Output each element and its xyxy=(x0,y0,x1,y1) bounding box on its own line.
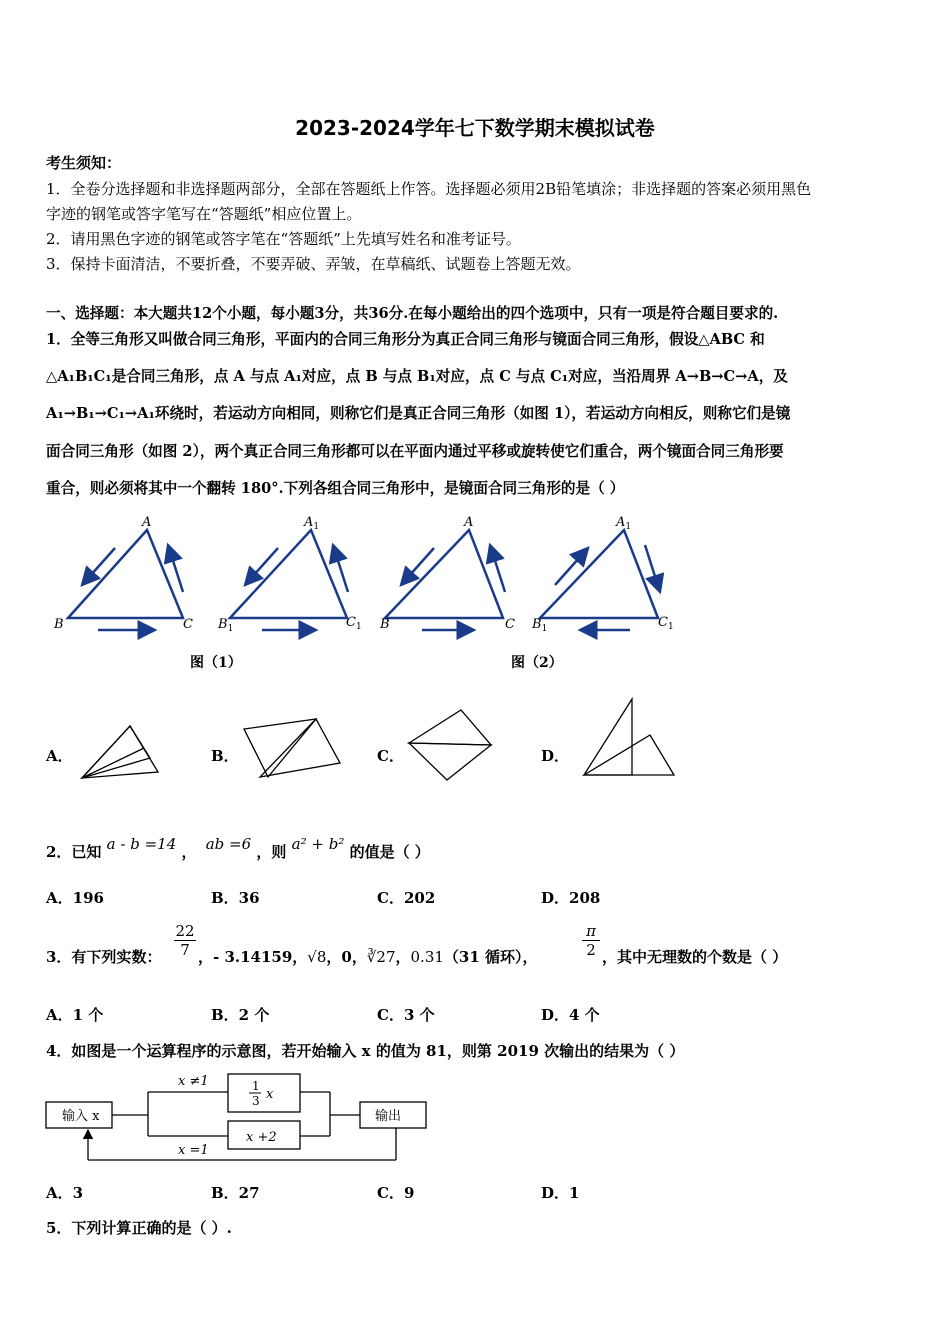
q4-text: 4．如图是一个运算程序的示意图，若开始输入 x 的值为 81，则第 2019 次输出的结果为（ ） xyxy=(46,1042,685,1060)
label-b1: $B_1$ xyxy=(218,617,234,634)
section-heading: 一、选择题：本大题共12个小题，每小题3分，共36分.在每小题给出的四个选项中，只有一项是符合题目要求的. xyxy=(46,305,779,322)
q5-text: 5．下列计算正确的是（ ）. xyxy=(46,1219,232,1237)
q1-text: 1．全等三角形又叫做合同三角形，平面内的合同三角形分为真正合同三角形与镜面合同三角形，假设△ABC 和 xyxy=(46,331,765,348)
q1-text: △A₁B₁C₁是合同三角形，点 A 与点 A₁对应，点 B 与点 B₁对应，点 C 与点 C₁对应，当沿周界 A→B→C→A，及 xyxy=(46,368,788,385)
triangle-a1b1c1-1 xyxy=(230,530,347,618)
q2-option-d[interactable]: D．208 xyxy=(541,889,601,907)
notice-item: 1．全卷分选择题和非选择题两部分，全部在答题纸上作答。选择题必须用2B铅笔填涂；非选择题的答案必须用黑色 xyxy=(46,180,812,198)
input-label: 输入 x xyxy=(62,1109,100,1124)
q3-option-a[interactable]: A．1 个 xyxy=(46,1006,104,1024)
label-c: C xyxy=(505,617,515,632)
op-top-num: 1 xyxy=(252,1079,260,1093)
label-a: A xyxy=(142,515,152,530)
q3-option-b[interactable]: B．2 个 xyxy=(211,1006,270,1024)
q2-option-a[interactable]: A．196 xyxy=(46,889,104,907)
flowchart xyxy=(40,1068,440,1166)
cond-top: x ≠1 xyxy=(178,1074,209,1089)
notice-item: 字迹的钢笔或答字笔写在“答题纸”相应位置上。 xyxy=(46,205,362,223)
label-a: A xyxy=(464,515,474,530)
q1-option-a[interactable]: A． xyxy=(46,747,73,765)
output-label: 输出 xyxy=(375,1109,402,1124)
label-c: C xyxy=(183,617,193,632)
q1-option-b[interactable]: B． xyxy=(211,747,239,765)
page-title: 2023-2024学年七下数学期末模拟试卷 xyxy=(295,116,655,140)
q4-option-a[interactable]: A．3 xyxy=(46,1184,84,1202)
triangle-a1b1c1-2 xyxy=(540,530,658,618)
label-b: B xyxy=(54,617,64,632)
triangle-abc-2 xyxy=(385,530,503,618)
op-top-den: 3 xyxy=(252,1094,260,1108)
q3-pi-fraction: π 2 xyxy=(582,922,600,959)
q1-option-d[interactable]: D． xyxy=(541,747,570,765)
q1-text: 面合同三角形（如图 2），两个真正合同三角形都可以在平面内通过平移或旋转使它们重合，两个镜面合同三角形要 xyxy=(46,443,784,460)
cond-bottom: x =1 xyxy=(178,1143,209,1158)
q3-numbers: ，- 3.14159，√8，0，∛27，0.31（31 循环）， xyxy=(198,948,538,966)
q3-fraction: 22 7 xyxy=(175,922,195,959)
option-a-figure xyxy=(78,722,164,782)
label-a1: $A_1$ xyxy=(304,515,320,532)
option-b-figure xyxy=(240,715,345,783)
triangle-abc-1 xyxy=(68,530,183,618)
notice-heading: 考生须知： xyxy=(46,154,122,172)
fig1-caption: 图（1） xyxy=(190,655,242,671)
q3-prefix: 3．有下列实数： xyxy=(46,948,162,966)
q2-option-c[interactable]: C．202 xyxy=(377,889,436,907)
op-top-box xyxy=(228,1074,300,1112)
q2-option-b[interactable]: B．36 xyxy=(211,889,260,907)
q4-option-c[interactable]: C．9 xyxy=(377,1184,415,1202)
q1-option-c[interactable]: C． xyxy=(377,747,404,765)
q1-text: A₁→B₁→C₁→A₁环绕时，若运动方向相同，则称它们是真正合同三角形（如图 1），若运动方向相反，则称它们是镜 xyxy=(46,405,791,422)
q1-text: 重合，则必须将其中一个翻转 180°.下列各组合同三角形中，是镜面合同三角形的是（ ） xyxy=(46,480,625,497)
op-top-var: x xyxy=(266,1087,274,1102)
q3-option-c[interactable]: C．3 个 xyxy=(377,1006,435,1024)
notice-item: 2．请用黑色字迹的钢笔或答字笔在“答题纸”上先填写姓名和准考证号。 xyxy=(46,230,521,248)
label-c1: $C_1$ xyxy=(346,615,362,632)
fig2-caption: 图（2） xyxy=(511,655,563,671)
notice-item: 3．保持卡面清洁，不要折叠，不要弄破、弄皱，在草稿纸、试题卷上答题无效。 xyxy=(46,255,581,273)
q4-option-d[interactable]: D．1 xyxy=(541,1184,580,1202)
label-b1: $B_1$ xyxy=(532,617,548,634)
label-a1: $A_1$ xyxy=(616,515,632,532)
label-c1: $C_1$ xyxy=(658,615,674,632)
q2-text: 2．已知 a - b =14 ， ab =6 ，则 a² + b² 的值是（ ） xyxy=(46,835,430,861)
option-c-figure xyxy=(405,707,497,783)
triangle-figures xyxy=(40,510,690,640)
q3-suffix: ，其中无理数的个数是（ ） xyxy=(602,948,788,966)
option-d-figure xyxy=(580,695,680,779)
label-b: B xyxy=(380,617,390,632)
q3-option-d[interactable]: D．4 个 xyxy=(541,1006,600,1024)
op-bottom: x +2 xyxy=(246,1130,277,1145)
q4-option-b[interactable]: B．27 xyxy=(211,1184,260,1202)
